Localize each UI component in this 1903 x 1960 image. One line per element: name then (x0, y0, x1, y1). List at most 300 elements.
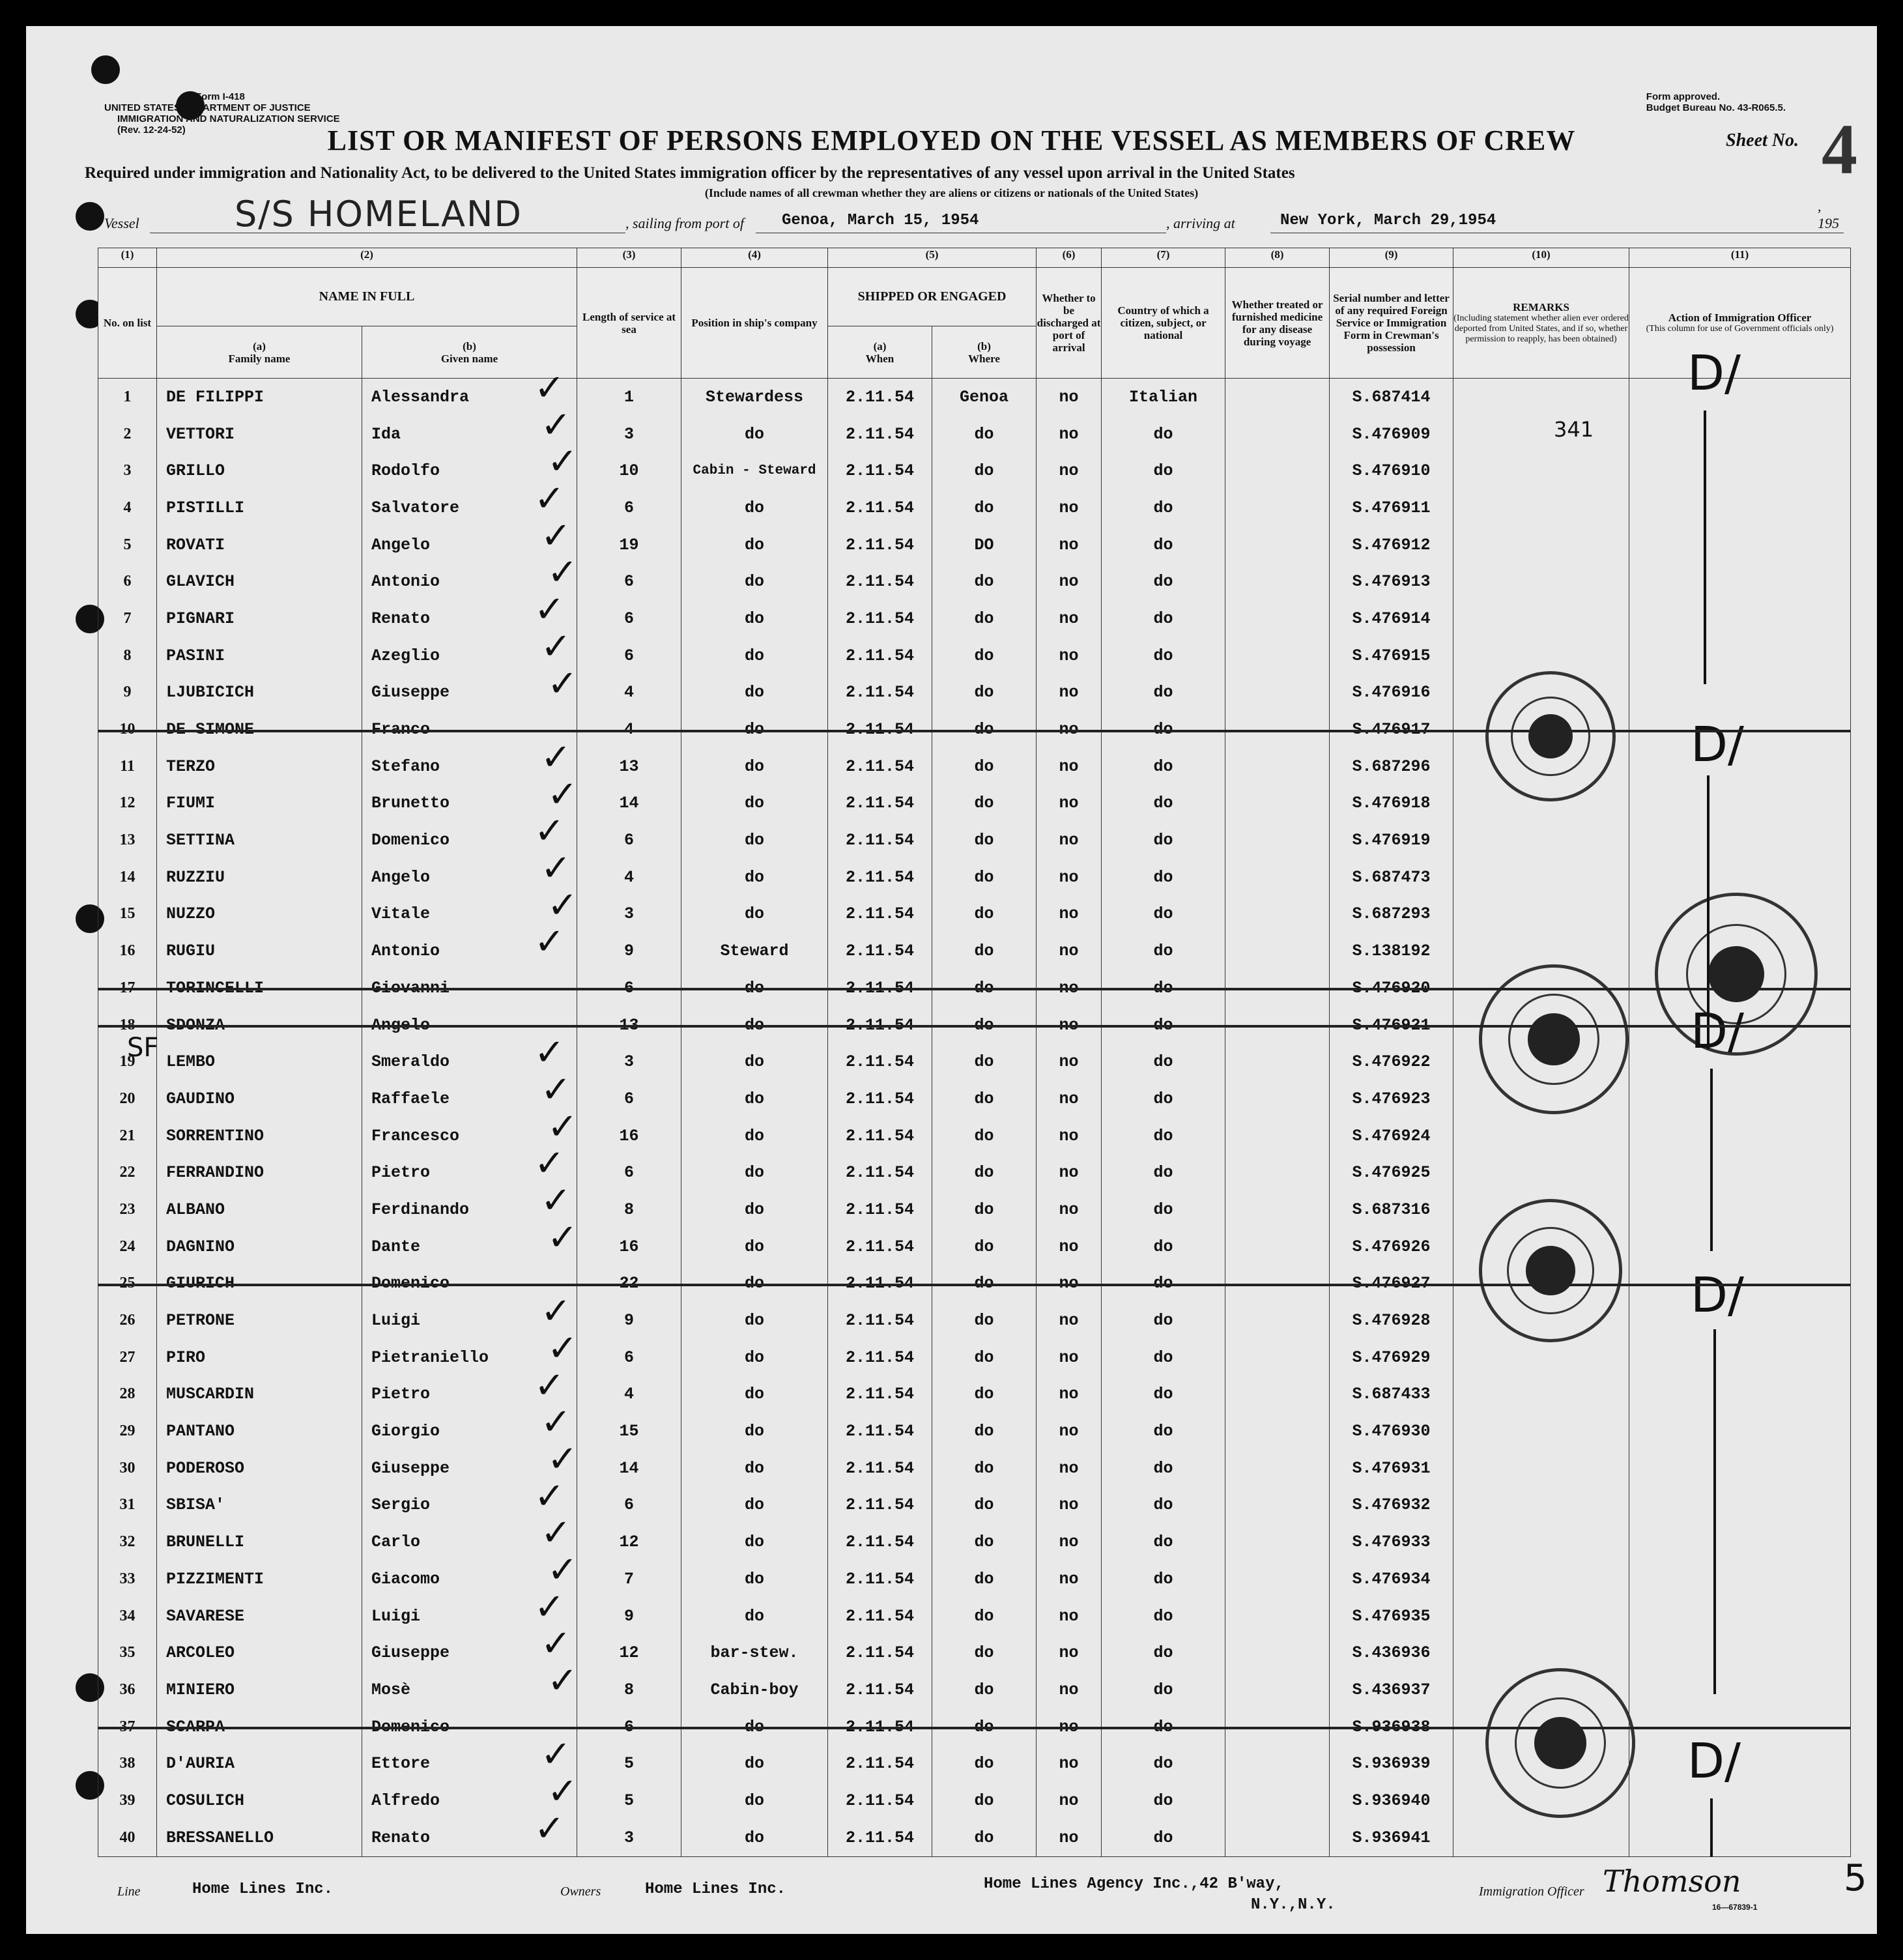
given-name-cell: Stefano (362, 748, 577, 785)
check-icon: ✓ (534, 1031, 565, 1074)
row-number-cell: 33 (98, 1561, 157, 1598)
remarks-cell (1453, 637, 1629, 674)
position-cell: do (681, 711, 828, 748)
check-icon: ✓ (541, 736, 571, 779)
discharged-cell: no (1037, 785, 1102, 822)
position-cell: do (681, 822, 828, 859)
length-of-service-cell: 3 (577, 1819, 681, 1856)
row-number-cell: 15 (98, 896, 157, 933)
discharged-cell: no (1037, 1487, 1102, 1524)
remarks-cell (1453, 452, 1629, 489)
action-cell (1629, 637, 1851, 674)
discharged-cell: no (1037, 1708, 1102, 1746)
country-cell: do (1102, 452, 1225, 489)
action-mark: D/ (1687, 1733, 1741, 1789)
agency-service: IMMIGRATION AND NATURALIZATION SERVICE (117, 113, 340, 124)
shipped-where-cell: do (932, 1265, 1037, 1303)
given-name-cell: Domenico (362, 1708, 577, 1746)
given-name-cell: Antonio (362, 932, 577, 970)
row-number-cell: 21 (98, 1117, 157, 1155)
serial-number-cell: S.476925 (1330, 1154, 1453, 1191)
length-of-service-cell: 6 (577, 822, 681, 859)
shipped-where-cell: do (932, 1819, 1037, 1856)
check-icon: ✓ (541, 403, 571, 446)
position-cell: do (681, 1487, 828, 1524)
family-name-cell: PETRONE (157, 1302, 362, 1339)
discharged-cell: no (1037, 1819, 1102, 1856)
serial-number-cell: S.476913 (1330, 563, 1453, 600)
check-icon: ✓ (541, 1069, 571, 1112)
serial-number-cell: S.476919 (1330, 822, 1453, 859)
vessel-label: Vessel (104, 215, 139, 231)
medicine-cell (1225, 1154, 1330, 1191)
position-cell: do (681, 859, 828, 896)
shipped-when-cell: 2.11.54 (828, 970, 932, 1007)
shipped-when-cell: 2.11.54 (828, 452, 932, 489)
shipped-where-cell: do (932, 1302, 1037, 1339)
shipped-when-cell: 2.11.54 (828, 489, 932, 526)
row-number-cell: 25 (98, 1265, 157, 1303)
medicine-cell (1225, 859, 1330, 896)
action-cell (1629, 1450, 1851, 1487)
remarks-cell (1453, 1523, 1629, 1561)
given-name-cell: Raffaele (362, 1080, 577, 1117)
table-row (98, 1413, 1851, 1450)
table-row (98, 932, 1851, 970)
row-number-cell: 1 (98, 379, 157, 416)
col-where: (b) Where (932, 326, 1037, 379)
shipped-when-cell: 2.11.54 (828, 1745, 932, 1782)
serial-number-cell: S.476920 (1330, 970, 1453, 1007)
seal-emblem (1528, 714, 1573, 758)
table-row (98, 859, 1851, 896)
discharged-cell: no (1037, 932, 1102, 970)
shipped-when-cell: 2.11.54 (828, 1634, 932, 1671)
shipped-when-cell: 2.11.54 (828, 1782, 932, 1819)
serial-number-cell: S.476931 (1330, 1450, 1453, 1487)
position-cell: do (681, 1080, 828, 1117)
given-name-cell: Domenico (362, 1265, 577, 1303)
given-name-cell: Sergio (362, 1487, 577, 1524)
remarks-cell (1453, 1819, 1629, 1856)
length-of-service-cell: 3 (577, 1043, 681, 1080)
medicine-cell (1225, 1450, 1330, 1487)
country-cell: do (1102, 489, 1225, 526)
check-icon: ✓ (541, 846, 571, 889)
family-name-cell: PIGNARI (157, 600, 362, 637)
check-icon: ✓ (534, 1475, 565, 1518)
row-number-cell: 8 (98, 637, 157, 674)
country-cell: do (1102, 822, 1225, 859)
serial-number-cell: S.936940 (1330, 1782, 1453, 1819)
shipped-when-cell: 2.11.54 (828, 1671, 932, 1708)
length-of-service-cell: 6 (577, 1339, 681, 1376)
length-of-service-cell: 9 (577, 932, 681, 970)
family-name-cell: SAVARESE (157, 1598, 362, 1635)
serial-number-cell: S.476924 (1330, 1117, 1453, 1155)
position-cell: do (681, 1819, 828, 1856)
shipped-when-cell: 2.11.54 (828, 674, 932, 712)
shipped-when-cell: 2.11.54 (828, 1487, 932, 1524)
medicine-cell (1225, 748, 1330, 785)
col2-num: (2) (157, 248, 577, 268)
given-name-cell: Renato (362, 1819, 577, 1856)
col-no-on-list: No. on list (98, 268, 157, 379)
col-remarks-note: (Including statement whether alien ever ordered deported from United States, and if so, whether permission to reapply, has been obtained) (1453, 313, 1629, 344)
serial-number-cell: S.476910 (1330, 452, 1453, 489)
position-cell: do (681, 1782, 828, 1819)
length-of-service-cell: 10 (577, 452, 681, 489)
position-cell: do (681, 1007, 828, 1044)
shipped-when-cell: 2.11.54 (828, 1708, 932, 1746)
check-icon: ✓ (534, 921, 565, 964)
discharged-cell: no (1037, 1265, 1102, 1303)
country-cell: do (1102, 637, 1225, 674)
serial-number-cell: S.476929 (1330, 1339, 1453, 1376)
serial-number-cell: S.476916 (1330, 674, 1453, 712)
action-cell (1629, 416, 1851, 453)
check-icon: ✓ (547, 1437, 578, 1480)
action-cell (1629, 563, 1851, 600)
serial-number-cell: S.476914 (1330, 600, 1453, 637)
row-number-cell: 32 (98, 1523, 157, 1561)
country-cell: do (1102, 711, 1225, 748)
shipped-where-cell: do (932, 1745, 1037, 1782)
sheet-label: Sheet No. (1726, 130, 1799, 151)
length-of-service-cell: 6 (577, 1708, 681, 1746)
action-cell (1629, 526, 1851, 564)
check-icon: ✓ (541, 1622, 571, 1665)
shipped-when-cell: 2.11.54 (828, 1523, 932, 1561)
action-line (1710, 1069, 1713, 1251)
col-medicine: Whether treated or furnished medicine for any disease during voyage (1225, 268, 1330, 379)
country-cell: do (1102, 1376, 1225, 1413)
medicine-cell (1225, 1080, 1330, 1117)
row-number-cell: 16 (98, 932, 157, 970)
page-title: LIST OR MANIFEST OF PERSONS EMPLOYED ON THE VESSEL AS MEMBERS OF CREW (327, 124, 1576, 156)
family-name-cell: ROVATI (157, 526, 362, 564)
family-name-cell: ARCOLEO (157, 1634, 362, 1671)
owners-label: Owners (560, 1884, 601, 1899)
check-icon: ✓ (541, 1401, 571, 1444)
check-icon: ✓ (534, 810, 565, 853)
discharged-cell: no (1037, 822, 1102, 859)
discharged-cell: no (1037, 1043, 1102, 1080)
given-name-cell: Luigi (362, 1598, 577, 1635)
shipped-where-cell: do (932, 1782, 1037, 1819)
country-cell: do (1102, 785, 1225, 822)
shipped-where-cell: do (932, 1598, 1037, 1635)
discharged-cell: no (1037, 970, 1102, 1007)
given-name-cell: Brunetto (362, 785, 577, 822)
shipped-where-cell: do (932, 1450, 1037, 1487)
strikethrough-line (98, 1284, 1850, 1286)
serial-number-cell: S.476930 (1330, 1413, 1453, 1450)
line-value: Home Lines Inc. (192, 1881, 334, 1898)
sheet-number: 4 (1822, 109, 1857, 189)
length-of-service-cell: 3 (577, 896, 681, 933)
country-cell: do (1102, 970, 1225, 1007)
position-cell: do (681, 1154, 828, 1191)
check-icon: ✓ (541, 1179, 571, 1222)
medicine-cell (1225, 1598, 1330, 1635)
position-cell: do (681, 748, 828, 785)
length-of-service-cell: 16 (577, 1117, 681, 1155)
position-cell: do (681, 1708, 828, 1746)
serial-number-cell: S.476933 (1330, 1523, 1453, 1561)
medicine-cell (1225, 526, 1330, 564)
punch-hole (91, 55, 120, 84)
consulate-seal (1485, 1668, 1635, 1818)
family-name-cell: SDONZA (157, 1007, 362, 1044)
consulate-seal (1479, 1199, 1622, 1342)
shipped-when-cell: 2.11.54 (828, 1228, 932, 1265)
shipped-where-cell: do (932, 1671, 1037, 1708)
shipped-where-cell: do (932, 859, 1037, 896)
given-name-cell: Giuseppe (362, 1450, 577, 1487)
discharged-cell: no (1037, 526, 1102, 564)
check-icon: ✓ (534, 366, 565, 409)
shipped-when-cell: 2.11.54 (828, 1007, 932, 1044)
given-name-cell: Giuseppe (362, 1634, 577, 1671)
shipped-where-cell: do (932, 748, 1037, 785)
col5-num: (5) (828, 248, 1037, 268)
col6-num: (6) (1037, 248, 1102, 268)
table-row (98, 1598, 1851, 1635)
discharged-cell: no (1037, 1598, 1102, 1635)
given-name-cell: Giorgio (362, 1413, 577, 1450)
form-revision: (Rev. 12-24-52) (117, 124, 186, 136)
length-of-service-cell: 19 (577, 526, 681, 564)
length-of-service-cell: 8 (577, 1191, 681, 1228)
shipped-where-cell: do (932, 1043, 1037, 1080)
table-row (98, 1450, 1851, 1487)
row-number-cell: 34 (98, 1598, 157, 1635)
given-name-cell: Ferdinando (362, 1191, 577, 1228)
form-code: 16—67839-1 (1712, 1903, 1758, 1912)
agency-name: UNITED STATES DEPARTMENT OF JUSTICE (104, 102, 311, 113)
remarks-cell (1453, 822, 1629, 859)
country-cell: do (1102, 1339, 1225, 1376)
length-of-service-cell: 6 (577, 563, 681, 600)
given-name-cell: Smeraldo (362, 1043, 577, 1080)
length-of-service-cell: 12 (577, 1634, 681, 1671)
col-discharged: Whether to be discharged at port of arrival (1037, 268, 1102, 379)
shipped-when-cell: 2.11.54 (828, 932, 932, 970)
country-cell: do (1102, 1819, 1225, 1856)
shipped-where-cell: do (932, 1117, 1037, 1155)
given-name-cell: Alessandra (362, 379, 577, 416)
check-icon: ✓ (541, 1733, 571, 1776)
strikethrough-line (98, 1727, 1850, 1729)
strikethrough-line (98, 1025, 1850, 1028)
remarks-cell (1453, 1339, 1629, 1376)
serial-number-cell: S.687473 (1330, 859, 1453, 896)
given-name-cell: Ettore (362, 1745, 577, 1782)
row-number-cell: 7 (98, 600, 157, 637)
voyage-row (104, 194, 1839, 236)
table-row (98, 1561, 1851, 1598)
family-name-cell: PIRO (157, 1339, 362, 1376)
length-of-service-cell: 22 (577, 1265, 681, 1303)
discharged-cell: no (1037, 748, 1102, 785)
discharged-cell: no (1037, 1561, 1102, 1598)
position-cell: do (681, 1376, 828, 1413)
shipped-where-cell: do (932, 822, 1037, 859)
shipped-where-cell: do (932, 600, 1037, 637)
medicine-cell (1225, 1117, 1330, 1155)
table-row (98, 489, 1851, 526)
country-cell: do (1102, 1117, 1225, 1155)
serial-number-cell: S.476921 (1330, 1007, 1453, 1044)
row-number-cell: 6 (98, 563, 157, 600)
serial-number-cell: S.476928 (1330, 1302, 1453, 1339)
given-name-cell: Antonio (362, 563, 577, 600)
discharged-cell: no (1037, 1117, 1102, 1155)
serial-number-cell: S.476922 (1330, 1043, 1453, 1080)
sailing-label: , sailing from port of (625, 215, 744, 231)
col-shipped-engaged: SHIPPED OR ENGAGED (828, 268, 1037, 326)
check-icon: ✓ (534, 1142, 565, 1185)
action-cell (1629, 452, 1851, 489)
action-cell (1629, 785, 1851, 822)
shipped-when-cell: 2.11.54 (828, 1819, 932, 1856)
remarks-cell (1453, 416, 1629, 453)
shipped-where-cell: do (932, 1339, 1037, 1376)
action-cell (1629, 674, 1851, 712)
given-name-cell: Franco (362, 711, 577, 748)
family-name-cell: ALBANO (157, 1191, 362, 1228)
col-country: Country of which a citizen, subject, or national (1102, 268, 1225, 379)
discharged-cell: no (1037, 1745, 1102, 1782)
serial-number-cell: S.476926 (1330, 1228, 1453, 1265)
check-icon: ✓ (541, 1512, 571, 1555)
family-name-cell: PANTANO (157, 1413, 362, 1450)
check-icon: ✓ (547, 884, 578, 927)
action-cell (1629, 1339, 1851, 1376)
length-of-service-cell: 1 (577, 379, 681, 416)
length-of-service-cell: 6 (577, 1487, 681, 1524)
check-icon: ✓ (547, 1770, 578, 1813)
action-cell (1629, 1561, 1851, 1598)
position-cell: do (681, 1265, 828, 1303)
given-name-cell: Azeglio (362, 637, 577, 674)
length-of-service-cell: 3 (577, 416, 681, 453)
shipped-when-cell: 2.11.54 (828, 1376, 932, 1413)
shipped-when-cell: 2.11.54 (828, 711, 932, 748)
discharged-cell: no (1037, 637, 1102, 674)
given-name-cell: Ida (362, 416, 577, 453)
row-number-cell: 14 (98, 859, 157, 896)
action-line (1704, 411, 1706, 684)
shipped-where-cell: do (932, 896, 1037, 933)
shipped-when-cell: 2.11.54 (828, 1561, 932, 1598)
table-row (98, 1154, 1851, 1191)
action-cell (1629, 1376, 1851, 1413)
serial-number-cell: S.476927 (1330, 1265, 1453, 1303)
check-icon: ✓ (541, 625, 571, 668)
shipped-where-cell: do (932, 416, 1037, 453)
discharged-cell: no (1037, 1007, 1102, 1044)
country-cell: do (1102, 674, 1225, 712)
serial-number-cell: S.936938 (1330, 1708, 1453, 1746)
medicine-cell (1225, 896, 1330, 933)
given-name-cell: Renato (362, 600, 577, 637)
family-name-cell: PISTILLI (157, 489, 362, 526)
shipped-where-cell: do (932, 1487, 1037, 1524)
country-cell: do (1102, 1043, 1225, 1080)
shipped-when-cell: 2.11.54 (828, 1191, 932, 1228)
arriving-port: New York, March 29,1954 (1280, 212, 1496, 229)
shipped-where-cell: do (932, 1523, 1037, 1561)
action-cell (1629, 1671, 1851, 1708)
row-number-cell: 13 (98, 822, 157, 859)
consulate-seal (1485, 671, 1616, 801)
discharged-cell: no (1037, 379, 1102, 416)
shipped-when-cell: 2.11.54 (828, 637, 932, 674)
action-cell (1629, 1228, 1851, 1265)
country-cell: do (1102, 1450, 1225, 1487)
row-number-cell: 23 (98, 1191, 157, 1228)
family-name-cell: FERRANDINO (157, 1154, 362, 1191)
country-cell: do (1102, 748, 1225, 785)
action-cell (1629, 822, 1851, 859)
shipped-where-cell: do (932, 1007, 1037, 1044)
medicine-cell (1225, 1745, 1330, 1782)
row-number-cell: 22 (98, 1154, 157, 1191)
vessel-name: S/S HOMELAND (235, 194, 522, 235)
row-number-cell: 11 (98, 748, 157, 785)
medicine-cell (1225, 1523, 1330, 1561)
remarks-cell (1453, 600, 1629, 637)
discharged-cell: no (1037, 1450, 1102, 1487)
action-cell (1629, 1154, 1851, 1191)
table-row (98, 1819, 1851, 1856)
row-number-cell: 29 (98, 1413, 157, 1450)
shipped-when-cell: 2.11.54 (828, 600, 932, 637)
serial-number-cell: S.476923 (1330, 1080, 1453, 1117)
discharged-cell: no (1037, 489, 1102, 526)
remarks-cell (1453, 563, 1629, 600)
medicine-cell (1225, 600, 1330, 637)
position-cell: do (681, 896, 828, 933)
action-cell (1629, 1413, 1851, 1450)
serial-number-cell: S.687293 (1330, 896, 1453, 933)
serial-number-cell: S.476909 (1330, 416, 1453, 453)
discharged-cell: no (1037, 1671, 1102, 1708)
shipped-where-cell: do (932, 1154, 1037, 1191)
medicine-cell (1225, 1819, 1330, 1856)
action-cell (1629, 1819, 1851, 1856)
serial-number-cell: S.687296 (1330, 748, 1453, 785)
serial-number-cell: S.476915 (1330, 637, 1453, 674)
serial-number-cell: S.476918 (1330, 785, 1453, 822)
discharged-cell: no (1037, 1191, 1102, 1228)
check-icon: ✓ (547, 440, 578, 483)
col-position: Position in ship's company (681, 268, 828, 379)
length-of-service-cell: 4 (577, 711, 681, 748)
shipped-where-cell: do (932, 1191, 1037, 1228)
discharged-cell: no (1037, 416, 1102, 453)
discharged-cell: no (1037, 452, 1102, 489)
remarks-cell (1453, 896, 1629, 933)
check-icon: ✓ (534, 1585, 565, 1628)
position-cell: Cabin-boy (681, 1671, 828, 1708)
country-cell: do (1102, 416, 1225, 453)
shipped-where-cell: do (932, 1376, 1037, 1413)
country-cell: do (1102, 1523, 1225, 1561)
position-cell: do (681, 1745, 828, 1782)
